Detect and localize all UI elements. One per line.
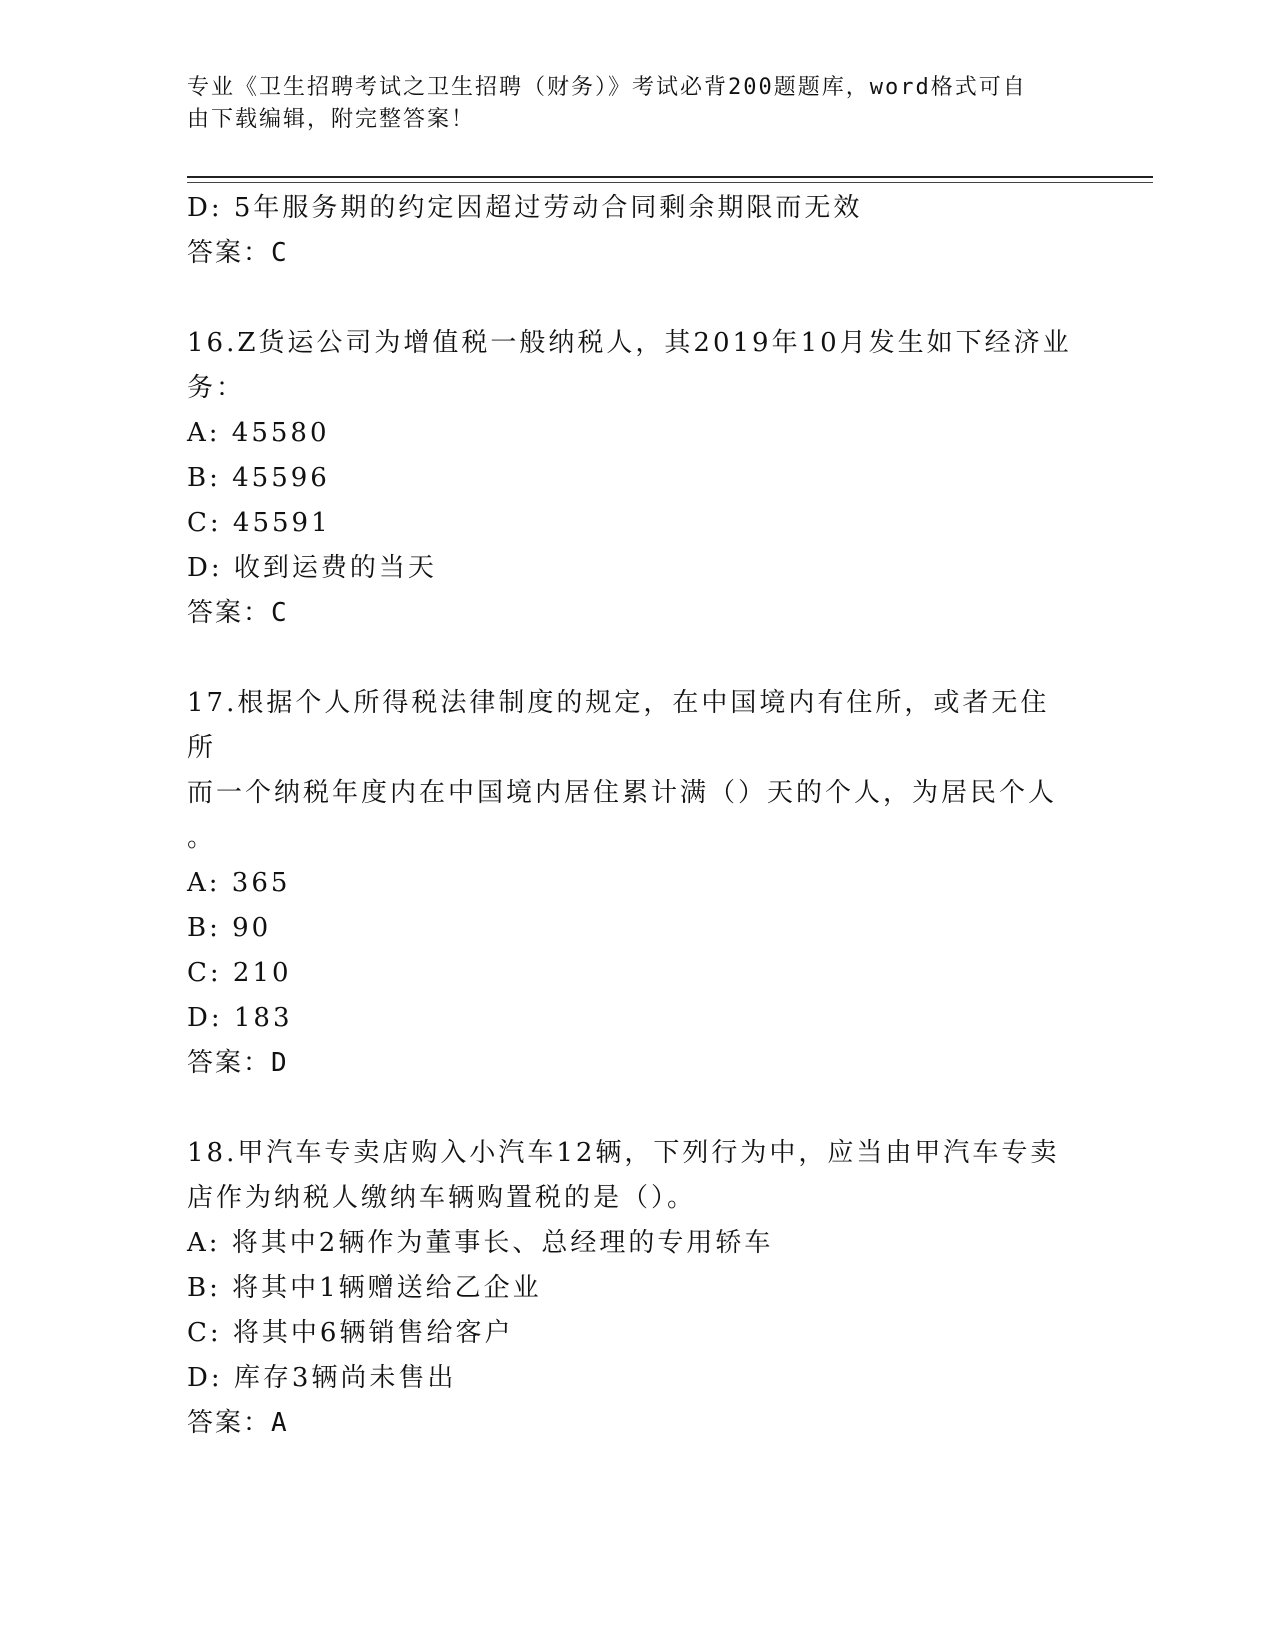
document-header — [187, 72, 1067, 136]
spacer — [187, 636, 1077, 681]
spacer — [187, 1086, 1077, 1131]
option-a: A: 将其中2辆作为董事长、总经理的专用轿车 — [187, 1228, 774, 1258]
question-text-line-2: 而一个纳税年度内在中国境内居住累计满（）天的个人，为居民个人 — [187, 778, 1058, 808]
question-text-line-3: 。 — [187, 823, 217, 853]
option-a: A: 365 — [187, 868, 291, 898]
question-17 — [187, 681, 1077, 1086]
question-18 — [187, 1131, 1077, 1446]
option-c: C: 45591 — [187, 508, 331, 538]
option-d: D: 5年服务期的约定因超过劳动合同剩余期限而无效 — [187, 193, 863, 223]
option-c: C: 210 — [187, 958, 292, 988]
spacer — [187, 276, 1077, 321]
document-body — [187, 186, 1077, 1446]
answer: 答案：C — [187, 238, 289, 268]
header-line-1: 专业《卫生招聘考试之卫生招聘（财务）》考试必背200题题库，word格式可自 — [187, 75, 1027, 100]
question-text-line-1: 18.甲汽车专卖店购入小汽车12辆，下列行为中，应当由甲汽车专卖 — [187, 1138, 1060, 1168]
option-d: D: 183 — [187, 1003, 293, 1033]
option-b: B: 将其中1辆赠送给乙企业 — [187, 1273, 542, 1303]
header-divider-thick — [187, 176, 1153, 178]
header-divider-thin — [187, 182, 1153, 183]
question-text-line-2: 务： — [187, 373, 246, 403]
option-b: B: 45596 — [187, 463, 330, 493]
option-a: A: 45580 — [187, 418, 330, 448]
answer: 答案：C — [187, 598, 289, 628]
question-text-line-1: 16.Z货运公司为增值税一般纳税人，其2019年10月发生如下经济业 — [187, 328, 1072, 358]
question-15-tail — [187, 186, 1077, 276]
option-d: D: 收到运费的当天 — [187, 553, 437, 583]
header-line-2: 由下载编辑，附完整答案！ — [187, 107, 476, 132]
option-c: C: 将其中6辆销售给客户 — [187, 1318, 514, 1348]
option-d: D: 库存3辆尚未售出 — [187, 1363, 457, 1393]
answer: 答案：A — [187, 1408, 289, 1438]
question-16 — [187, 321, 1077, 636]
question-text-line-2: 店作为纳税人缴纳车辆购置税的是（）。 — [187, 1183, 697, 1213]
option-b: B: 90 — [187, 913, 272, 943]
answer: 答案：D — [187, 1048, 289, 1078]
question-text-line-1: 17.根据个人所得税法律制度的规定，在中国境内有住所，或者无住所 — [187, 688, 1050, 763]
